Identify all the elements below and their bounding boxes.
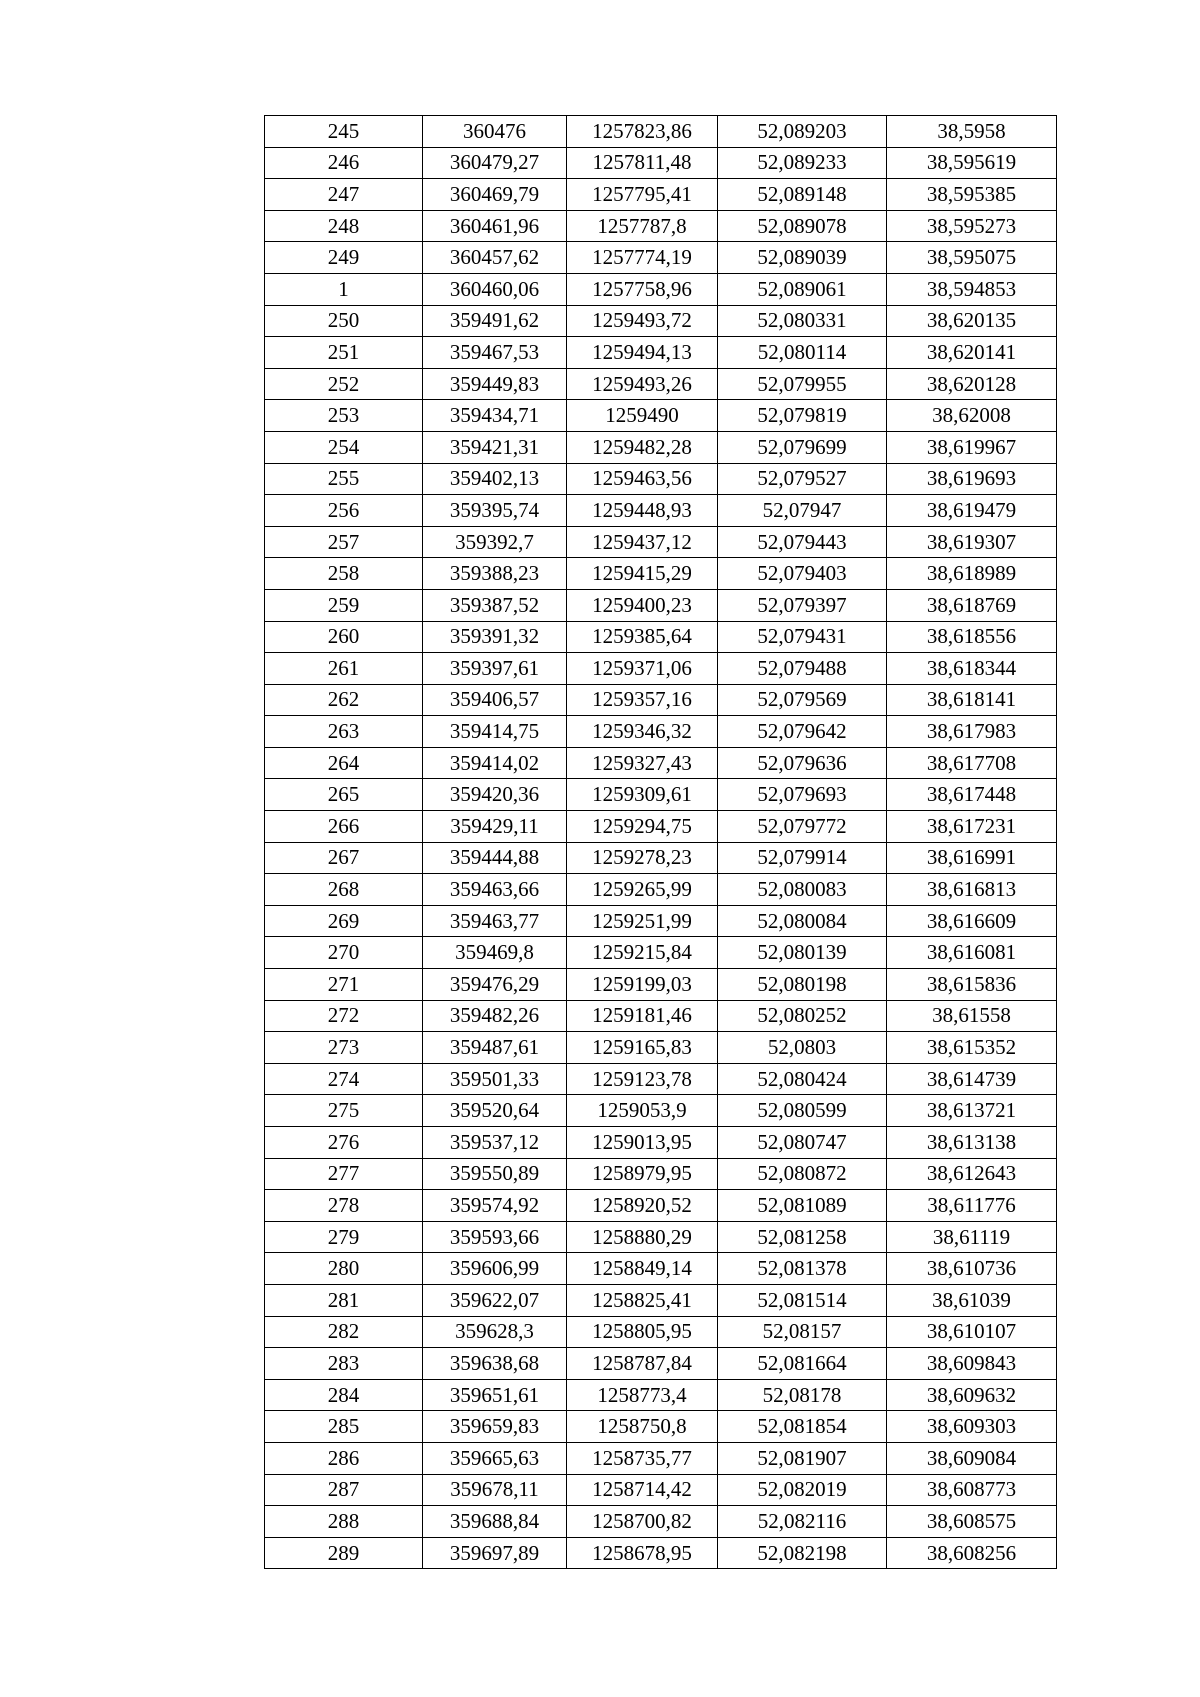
point-number-cell: 249: [265, 242, 423, 274]
point-number-cell: 247: [265, 179, 423, 211]
x-coordinate-cell: 359550,89: [423, 1158, 567, 1190]
x-coordinate-cell: 359638,68: [423, 1348, 567, 1380]
latitude-cell: 52,080872: [718, 1158, 887, 1190]
table-row: [265, 400, 1057, 432]
y-coordinate-cell: 1258714,42: [567, 1474, 718, 1506]
x-coordinate-cell: 359651,61: [423, 1379, 567, 1411]
x-coordinate-cell: 359665,63: [423, 1442, 567, 1474]
point-number-cell: 265: [265, 779, 423, 811]
longitude-cell: 38,612643: [887, 1158, 1057, 1190]
table-row: [265, 1284, 1057, 1316]
x-coordinate-cell: 359537,12: [423, 1127, 567, 1159]
latitude-cell: 52,079642: [718, 716, 887, 748]
longitude-cell: 38,595075: [887, 242, 1057, 274]
y-coordinate-cell: 1259493,72: [567, 305, 718, 337]
table-row: [265, 1316, 1057, 1348]
table-row: [265, 937, 1057, 969]
y-coordinate-cell: 1259199,03: [567, 969, 718, 1001]
table-row: [265, 621, 1057, 653]
longitude-cell: 38,61119: [887, 1221, 1057, 1253]
y-coordinate-cell: 1258700,82: [567, 1506, 718, 1538]
point-number-cell: 268: [265, 874, 423, 906]
point-number-cell: 282: [265, 1316, 423, 1348]
latitude-cell: 52,081514: [718, 1284, 887, 1316]
y-coordinate-cell: 1257787,8: [567, 210, 718, 242]
latitude-cell: 52,080114: [718, 337, 887, 369]
table-row: [265, 1253, 1057, 1285]
y-coordinate-cell: 1259165,83: [567, 1032, 718, 1064]
x-coordinate-cell: 359414,75: [423, 716, 567, 748]
y-coordinate-cell: 1258773,4: [567, 1379, 718, 1411]
latitude-cell: 52,080331: [718, 305, 887, 337]
table-row: [265, 431, 1057, 463]
point-number-cell: 280: [265, 1253, 423, 1285]
table-row: [265, 747, 1057, 779]
x-coordinate-cell: 359392,7: [423, 526, 567, 558]
x-coordinate-cell: 359402,13: [423, 463, 567, 495]
latitude-cell: 52,089078: [718, 210, 887, 242]
table-row: [265, 716, 1057, 748]
point-number-cell: 286: [265, 1442, 423, 1474]
latitude-cell: 52,080198: [718, 969, 887, 1001]
longitude-cell: 38,609084: [887, 1442, 1057, 1474]
y-coordinate-cell: 1259490: [567, 400, 718, 432]
x-coordinate-cell: 359622,07: [423, 1284, 567, 1316]
point-number-cell: 266: [265, 811, 423, 843]
longitude-cell: 38,615836: [887, 969, 1057, 1001]
longitude-cell: 38,595385: [887, 179, 1057, 211]
longitude-cell: 38,617231: [887, 811, 1057, 843]
table-row: [265, 1095, 1057, 1127]
point-number-cell: 271: [265, 969, 423, 1001]
y-coordinate-cell: 1257795,41: [567, 179, 718, 211]
point-number-cell: 275: [265, 1095, 423, 1127]
longitude-cell: 38,618141: [887, 684, 1057, 716]
latitude-cell: 52,079819: [718, 400, 887, 432]
table-row: [265, 1032, 1057, 1064]
y-coordinate-cell: 1257823,86: [567, 116, 718, 148]
table-row: [265, 179, 1057, 211]
longitude-cell: 38,609303: [887, 1411, 1057, 1443]
latitude-cell: 52,079397: [718, 589, 887, 621]
x-coordinate-cell: 359482,26: [423, 1000, 567, 1032]
latitude-cell: 52,081378: [718, 1253, 887, 1285]
point-number-cell: 253: [265, 400, 423, 432]
longitude-cell: 38,615352: [887, 1032, 1057, 1064]
longitude-cell: 38,616081: [887, 937, 1057, 969]
latitude-cell: 52,0803: [718, 1032, 887, 1064]
y-coordinate-cell: 1259013,95: [567, 1127, 718, 1159]
latitude-cell: 52,089039: [718, 242, 887, 274]
point-number-cell: 264: [265, 747, 423, 779]
point-number-cell: 273: [265, 1032, 423, 1064]
latitude-cell: 52,089148: [718, 179, 887, 211]
longitude-cell: 38,616813: [887, 874, 1057, 906]
y-coordinate-cell: 1258979,95: [567, 1158, 718, 1190]
x-coordinate-cell: 359606,99: [423, 1253, 567, 1285]
x-coordinate-cell: 360461,96: [423, 210, 567, 242]
y-coordinate-cell: 1258787,84: [567, 1348, 718, 1380]
y-coordinate-cell: 1259123,78: [567, 1063, 718, 1095]
y-coordinate-cell: 1259215,84: [567, 937, 718, 969]
point-number-cell: 245: [265, 116, 423, 148]
table-row: [265, 368, 1057, 400]
table-row: [265, 273, 1057, 305]
coordinates-table-body: [265, 116, 1057, 1569]
longitude-cell: 38,595619: [887, 147, 1057, 179]
latitude-cell: 52,079955: [718, 368, 887, 400]
longitude-cell: 38,618344: [887, 653, 1057, 685]
longitude-cell: 38,614739: [887, 1063, 1057, 1095]
table-row: [265, 1506, 1057, 1538]
y-coordinate-cell: 1259181,46: [567, 1000, 718, 1032]
latitude-cell: 52,079443: [718, 526, 887, 558]
point-number-cell: 285: [265, 1411, 423, 1443]
longitude-cell: 38,619479: [887, 495, 1057, 527]
y-coordinate-cell: 1259400,23: [567, 589, 718, 621]
latitude-cell: 52,089233: [718, 147, 887, 179]
x-coordinate-cell: 359463,66: [423, 874, 567, 906]
longitude-cell: 38,61039: [887, 1284, 1057, 1316]
point-number-cell: 263: [265, 716, 423, 748]
table-row: [265, 905, 1057, 937]
table-row: [265, 147, 1057, 179]
latitude-cell: 52,079772: [718, 811, 887, 843]
table-row: [265, 210, 1057, 242]
y-coordinate-cell: 1259251,99: [567, 905, 718, 937]
longitude-cell: 38,618556: [887, 621, 1057, 653]
y-coordinate-cell: 1257758,96: [567, 273, 718, 305]
x-coordinate-cell: 359487,61: [423, 1032, 567, 1064]
point-number-cell: 248: [265, 210, 423, 242]
table-row: [265, 1537, 1057, 1569]
table-row: [265, 1442, 1057, 1474]
y-coordinate-cell: 1259265,99: [567, 874, 718, 906]
point-number-cell: 289: [265, 1537, 423, 1569]
point-number-cell: 1: [265, 273, 423, 305]
longitude-cell: 38,61558: [887, 1000, 1057, 1032]
longitude-cell: 38,613138: [887, 1127, 1057, 1159]
latitude-cell: 52,089203: [718, 116, 887, 148]
x-coordinate-cell: 359395,74: [423, 495, 567, 527]
x-coordinate-cell: 359444,88: [423, 842, 567, 874]
longitude-cell: 38,611776: [887, 1190, 1057, 1222]
latitude-cell: 52,081854: [718, 1411, 887, 1443]
latitude-cell: 52,079636: [718, 747, 887, 779]
longitude-cell: 38,619967: [887, 431, 1057, 463]
y-coordinate-cell: 1259415,29: [567, 558, 718, 590]
longitude-cell: 38,616609: [887, 905, 1057, 937]
point-number-cell: 288: [265, 1506, 423, 1538]
table-row: [265, 116, 1057, 148]
point-number-cell: 262: [265, 684, 423, 716]
latitude-cell: 52,080139: [718, 937, 887, 969]
latitude-cell: 52,080083: [718, 874, 887, 906]
point-number-cell: 255: [265, 463, 423, 495]
table-row: [265, 1348, 1057, 1380]
table-row: [265, 242, 1057, 274]
longitude-cell: 38,608773: [887, 1474, 1057, 1506]
longitude-cell: 38,608575: [887, 1506, 1057, 1538]
longitude-cell: 38,616991: [887, 842, 1057, 874]
x-coordinate-cell: 359659,83: [423, 1411, 567, 1443]
table-row: [265, 969, 1057, 1001]
y-coordinate-cell: 1259278,23: [567, 842, 718, 874]
point-number-cell: 260: [265, 621, 423, 653]
latitude-cell: 52,079693: [718, 779, 887, 811]
table-row: [265, 495, 1057, 527]
latitude-cell: 52,081258: [718, 1221, 887, 1253]
point-number-cell: 284: [265, 1379, 423, 1411]
x-coordinate-cell: 359406,57: [423, 684, 567, 716]
y-coordinate-cell: 1259463,56: [567, 463, 718, 495]
table-row: [265, 589, 1057, 621]
x-coordinate-cell: 359678,11: [423, 1474, 567, 1506]
latitude-cell: 52,079914: [718, 842, 887, 874]
x-coordinate-cell: 359391,32: [423, 621, 567, 653]
y-coordinate-cell: 1257811,48: [567, 147, 718, 179]
x-coordinate-cell: 360479,27: [423, 147, 567, 179]
table-row: [265, 558, 1057, 590]
point-number-cell: 283: [265, 1348, 423, 1380]
x-coordinate-cell: 359414,02: [423, 747, 567, 779]
point-number-cell: 258: [265, 558, 423, 590]
y-coordinate-cell: 1259327,43: [567, 747, 718, 779]
point-number-cell: 250: [265, 305, 423, 337]
latitude-cell: 52,081907: [718, 1442, 887, 1474]
longitude-cell: 38,609843: [887, 1348, 1057, 1380]
point-number-cell: 251: [265, 337, 423, 369]
longitude-cell: 38,619693: [887, 463, 1057, 495]
latitude-cell: 52,082019: [718, 1474, 887, 1506]
longitude-cell: 38,610736: [887, 1253, 1057, 1285]
table-row: [265, 1127, 1057, 1159]
latitude-cell: 52,081664: [718, 1348, 887, 1380]
latitude-cell: 52,079569: [718, 684, 887, 716]
point-number-cell: 269: [265, 905, 423, 937]
longitude-cell: 38,617708: [887, 747, 1057, 779]
x-coordinate-cell: 359421,31: [423, 431, 567, 463]
latitude-cell: 52,082116: [718, 1506, 887, 1538]
table-row: [265, 1063, 1057, 1095]
x-coordinate-cell: 359593,66: [423, 1221, 567, 1253]
y-coordinate-cell: 1259385,64: [567, 621, 718, 653]
longitude-cell: 38,620141: [887, 337, 1057, 369]
x-coordinate-cell: 359469,8: [423, 937, 567, 969]
latitude-cell: 52,079403: [718, 558, 887, 590]
latitude-cell: 52,080252: [718, 1000, 887, 1032]
point-number-cell: 256: [265, 495, 423, 527]
latitude-cell: 52,089061: [718, 273, 887, 305]
longitude-cell: 38,62008: [887, 400, 1057, 432]
point-number-cell: 272: [265, 1000, 423, 1032]
longitude-cell: 38,613721: [887, 1095, 1057, 1127]
x-coordinate-cell: 359397,61: [423, 653, 567, 685]
y-coordinate-cell: 1259493,26: [567, 368, 718, 400]
y-coordinate-cell: 1258849,14: [567, 1253, 718, 1285]
latitude-cell: 52,080084: [718, 905, 887, 937]
x-coordinate-cell: 360460,06: [423, 273, 567, 305]
y-coordinate-cell: 1259437,12: [567, 526, 718, 558]
y-coordinate-cell: 1258805,95: [567, 1316, 718, 1348]
point-number-cell: 254: [265, 431, 423, 463]
table-row: [265, 337, 1057, 369]
longitude-cell: 38,617983: [887, 716, 1057, 748]
longitude-cell: 38,619307: [887, 526, 1057, 558]
longitude-cell: 38,594853: [887, 273, 1057, 305]
x-coordinate-cell: 359520,64: [423, 1095, 567, 1127]
latitude-cell: 52,082198: [718, 1537, 887, 1569]
latitude-cell: 52,079431: [718, 621, 887, 653]
point-number-cell: 257: [265, 526, 423, 558]
y-coordinate-cell: 1257774,19: [567, 242, 718, 274]
latitude-cell: 52,080424: [718, 1063, 887, 1095]
longitude-cell: 38,609632: [887, 1379, 1057, 1411]
point-number-cell: 267: [265, 842, 423, 874]
x-coordinate-cell: 359574,92: [423, 1190, 567, 1222]
table-row: [265, 1158, 1057, 1190]
x-coordinate-cell: 359434,71: [423, 400, 567, 432]
longitude-cell: 38,610107: [887, 1316, 1057, 1348]
x-coordinate-cell: 359387,52: [423, 589, 567, 621]
point-number-cell: 270: [265, 937, 423, 969]
y-coordinate-cell: 1259371,06: [567, 653, 718, 685]
x-coordinate-cell: 359467,53: [423, 337, 567, 369]
y-coordinate-cell: 1259494,13: [567, 337, 718, 369]
table-row: [265, 874, 1057, 906]
y-coordinate-cell: 1258735,77: [567, 1442, 718, 1474]
y-coordinate-cell: 1258880,29: [567, 1221, 718, 1253]
x-coordinate-cell: 360469,79: [423, 179, 567, 211]
table-row: [265, 684, 1057, 716]
longitude-cell: 38,595273: [887, 210, 1057, 242]
table-row: [265, 1411, 1057, 1443]
point-number-cell: 281: [265, 1284, 423, 1316]
longitude-cell: 38,618989: [887, 558, 1057, 590]
x-coordinate-cell: 359688,84: [423, 1506, 567, 1538]
x-coordinate-cell: 359463,77: [423, 905, 567, 937]
latitude-cell: 52,07947: [718, 495, 887, 527]
longitude-cell: 38,618769: [887, 589, 1057, 621]
y-coordinate-cell: 1258920,52: [567, 1190, 718, 1222]
point-number-cell: 278: [265, 1190, 423, 1222]
y-coordinate-cell: 1259357,16: [567, 684, 718, 716]
y-coordinate-cell: 1259482,28: [567, 431, 718, 463]
y-coordinate-cell: 1258678,95: [567, 1537, 718, 1569]
table-row: [265, 653, 1057, 685]
longitude-cell: 38,620128: [887, 368, 1057, 400]
longitude-cell: 38,620135: [887, 305, 1057, 337]
point-number-cell: 277: [265, 1158, 423, 1190]
point-number-cell: 261: [265, 653, 423, 685]
table-row: [265, 1190, 1057, 1222]
table-row: [265, 842, 1057, 874]
table-row: [265, 305, 1057, 337]
x-coordinate-cell: 359491,62: [423, 305, 567, 337]
x-coordinate-cell: 359476,29: [423, 969, 567, 1001]
y-coordinate-cell: 1259309,61: [567, 779, 718, 811]
y-coordinate-cell: 1259294,75: [567, 811, 718, 843]
point-number-cell: 246: [265, 147, 423, 179]
longitude-cell: 38,5958: [887, 116, 1057, 148]
latitude-cell: 52,079699: [718, 431, 887, 463]
x-coordinate-cell: 359388,23: [423, 558, 567, 590]
latitude-cell: 52,080599: [718, 1095, 887, 1127]
table-row: [265, 463, 1057, 495]
y-coordinate-cell: 1258825,41: [567, 1284, 718, 1316]
table-row: [265, 1379, 1057, 1411]
coordinates-table: [264, 115, 1057, 1569]
table-row: [265, 779, 1057, 811]
x-coordinate-cell: 360476: [423, 116, 567, 148]
point-number-cell: 259: [265, 589, 423, 621]
y-coordinate-cell: 1259053,9: [567, 1095, 718, 1127]
latitude-cell: 52,080747: [718, 1127, 887, 1159]
latitude-cell: 52,08178: [718, 1379, 887, 1411]
y-coordinate-cell: 1258750,8: [567, 1411, 718, 1443]
point-number-cell: 279: [265, 1221, 423, 1253]
longitude-cell: 38,617448: [887, 779, 1057, 811]
table-row: [265, 811, 1057, 843]
x-coordinate-cell: 359449,83: [423, 368, 567, 400]
latitude-cell: 52,079488: [718, 653, 887, 685]
latitude-cell: 52,081089: [718, 1190, 887, 1222]
point-number-cell: 287: [265, 1474, 423, 1506]
table-row: [265, 1221, 1057, 1253]
y-coordinate-cell: 1259346,32: [567, 716, 718, 748]
table-row: [265, 1474, 1057, 1506]
point-number-cell: 252: [265, 368, 423, 400]
longitude-cell: 38,608256: [887, 1537, 1057, 1569]
table-row: [265, 526, 1057, 558]
x-coordinate-cell: 360457,62: [423, 242, 567, 274]
point-number-cell: 276: [265, 1127, 423, 1159]
x-coordinate-cell: 359429,11: [423, 811, 567, 843]
table-row: [265, 1000, 1057, 1032]
x-coordinate-cell: 359697,89: [423, 1537, 567, 1569]
latitude-cell: 52,08157: [718, 1316, 887, 1348]
latitude-cell: 52,079527: [718, 463, 887, 495]
y-coordinate-cell: 1259448,93: [567, 495, 718, 527]
x-coordinate-cell: 359628,3: [423, 1316, 567, 1348]
x-coordinate-cell: 359420,36: [423, 779, 567, 811]
x-coordinate-cell: 359501,33: [423, 1063, 567, 1095]
point-number-cell: 274: [265, 1063, 423, 1095]
